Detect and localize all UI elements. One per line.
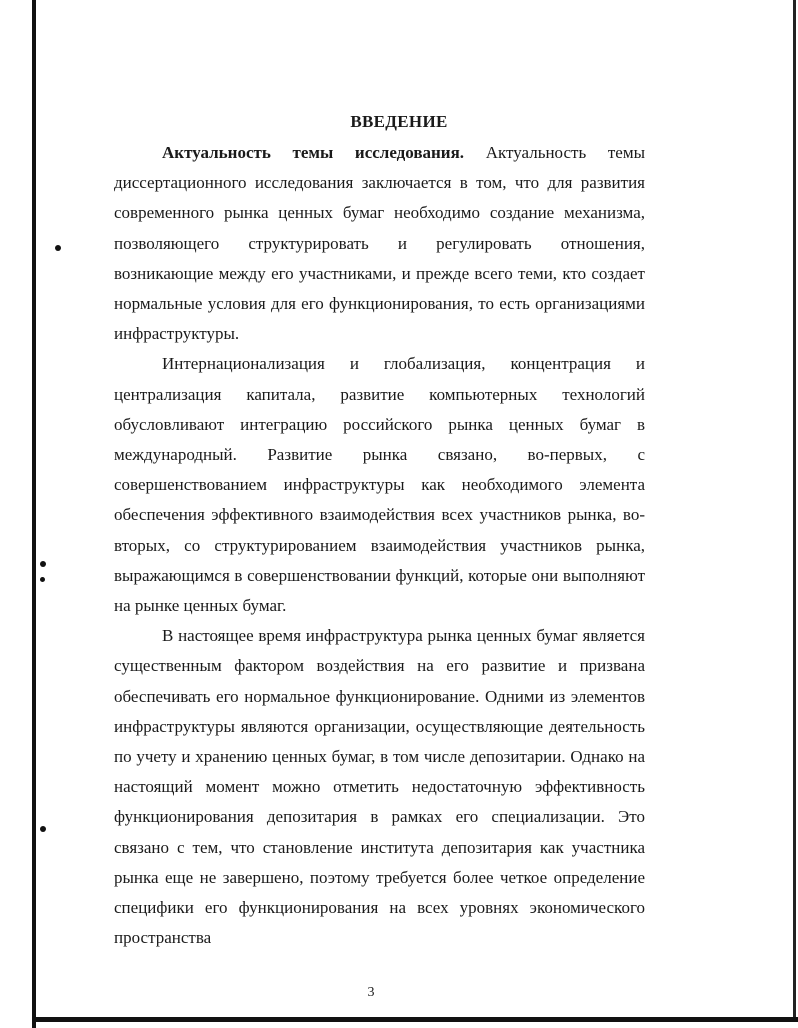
paragraph-3 [114,621,645,953]
page-title: ВВЕДЕНИЕ [350,112,448,131]
paragraph-text: Актуальность темы диссертационного исследования заключается в том, что для развития современного рынка ценных бумаг необходимо создание механизма, позволяющего структурировать и регулировать отношения, возникающие между его участниками, и прежде всего теми, кто создает нормальные условия для его функционирования, то есть организациями инфраструктуры. [114,143,646,344]
page-number: 3 [367,985,375,1000]
paragraph-text: В настоящее время инфраструктура рынка ценных бумаг является существенным фактором воздействия на его развитие и призвана обеспечивать его нормальное функционирование. Одними из элементов инфраструктуры являются организации, осуществляющие деятельность по учету и хранению ценных бумаг, в том числе депозитарии. Однако на настоящий момент можно отметить недостаточную эффективность функционирования депозитария в рамках его специализации. Это связано с тем, что становление института депозитария как участника рынка еще не завершено, поэтому требуется более четкое определение специфики его функционирования на всех уровнях экономического пространства [114,626,645,948]
paragraph-text: Интернационализация и глобализация, концентрация и централизация капитала, развитие компьютерных технологий обусловливают интеграцию российского рынка ценных бумаг в международный. Развитие рынка связано, во-первых, с совершенствованием инфраструктуры как необходимого элемента обеспечения эффективного взаимодействия всех участников рынка, во-вторых, со структурированием взаимодействия участников рынка, выражающимся в совершенствовании функций, которые они выполняют на рынке ценных бумаг. [114,354,645,616]
paragraph-lead: Актуальность темы исследования. [162,143,465,162]
scan-border-bottom [32,1017,798,1022]
punch-hole-mark [40,561,46,567]
punch-hole-mark [40,577,45,582]
scan-border-left [32,0,36,1028]
paragraph-1 [114,138,645,349]
scan-border-right [793,0,796,1020]
document-body [114,138,645,953]
punch-hole-mark [55,245,61,251]
paragraph-2 [114,349,645,621]
punch-hole-mark [40,826,46,832]
